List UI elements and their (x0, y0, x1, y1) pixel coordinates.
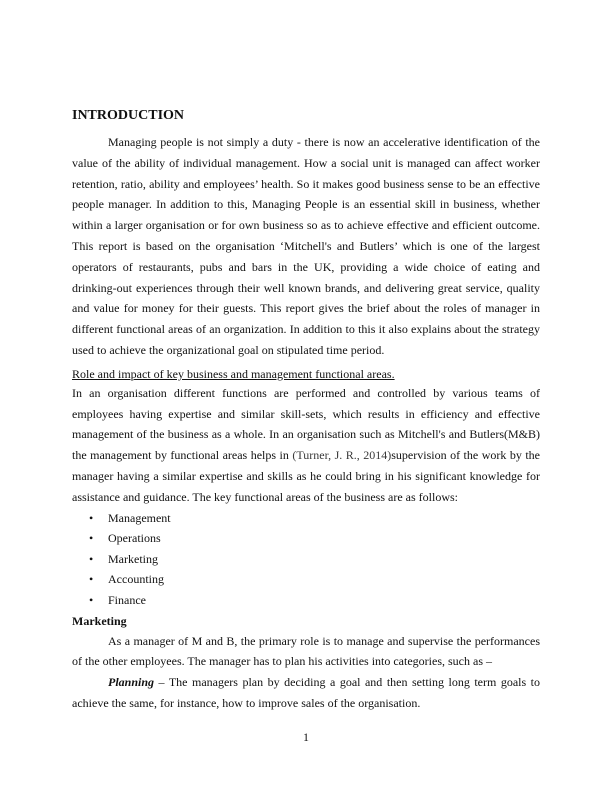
list-item (72, 590, 540, 611)
page-number: 1 (303, 730, 309, 744)
list-item-label: Management (108, 510, 171, 525)
bullet-icon: • (89, 510, 94, 525)
list-item-label: Operations (108, 531, 161, 546)
list-item-label: Accounting (108, 572, 164, 587)
list-item (72, 508, 540, 529)
marketing-paragraph: As a manager of M and B, the primary role is to manage and supervise the performances of the other employees. The manager has to plan his activities into categories, such as – (72, 633, 540, 669)
role-section-subheading: Role and impact of key business and management functional areas. (72, 366, 395, 381)
role-paragraph-text-end: supervision of the work by the manager having a similar expertise and skills as he could bring in his significant knowledge for assistance and guidance. The key functional areas of the business are as follows: (72, 448, 541, 504)
role-paragraph-text-start: In an organisation different functions are performed and controlled by various teams of employees having expertise and similar skill-sets, which results in efficiency and effective management of the business as a whole. In an organisation such as Mitchell's and Butlers(M&B) the management by functional areas helps in (72, 385, 540, 463)
list-item (72, 569, 540, 590)
planning-text: – The managers plan by deciding a goal and then setting long term goals to achieve the same, for instance, how to improve sales of the organisation. (72, 675, 540, 710)
introduction-heading: INTRODUCTION (72, 108, 185, 123)
planning-term: Planning (108, 675, 155, 690)
marketing-heading: Marketing (72, 613, 127, 628)
bullet-icon: • (89, 531, 94, 546)
introduction-paragraph: Managing people is not simply a duty - there is now an accelerative identification of the value of the ability of individual management. How a social unit is managed can affect worker retention, ratio, ability and employees’ health. So it makes good business sense to be an effective people manager. In addition to this, Managing People is an essential skill in business, whether within a larger organisation or for own business so as to achieve effective and efficient outcome. This report is based on the organisation ‘Mitchell's and Butlers’ which is one of the largest operators of restaurants, pubs and bars in the UK, providing a wide choice of eating and drinking-out experiences through their well known brands, and delivering great service, quality and value for money for their guests. This report gives the brief about the roles of manager in different functional areas of an organization. In addition to this it also explains about the strategy used to achieve the organizational goal on stipulated time period. (72, 135, 540, 357)
functional-areas-list (72, 508, 540, 611)
bullet-icon: • (89, 572, 94, 587)
bullet-icon: • (89, 592, 94, 607)
planning-paragraph (72, 672, 540, 714)
bullet-icon: • (89, 551, 94, 566)
list-item-label: Finance (108, 592, 146, 607)
list-item (72, 549, 540, 570)
list-item-label: Marketing (108, 551, 158, 566)
role-section-paragraph (72, 383, 540, 508)
citation: (Turner, J. R., 2014) (292, 448, 392, 463)
page-content (72, 106, 540, 714)
list-item (72, 528, 540, 549)
